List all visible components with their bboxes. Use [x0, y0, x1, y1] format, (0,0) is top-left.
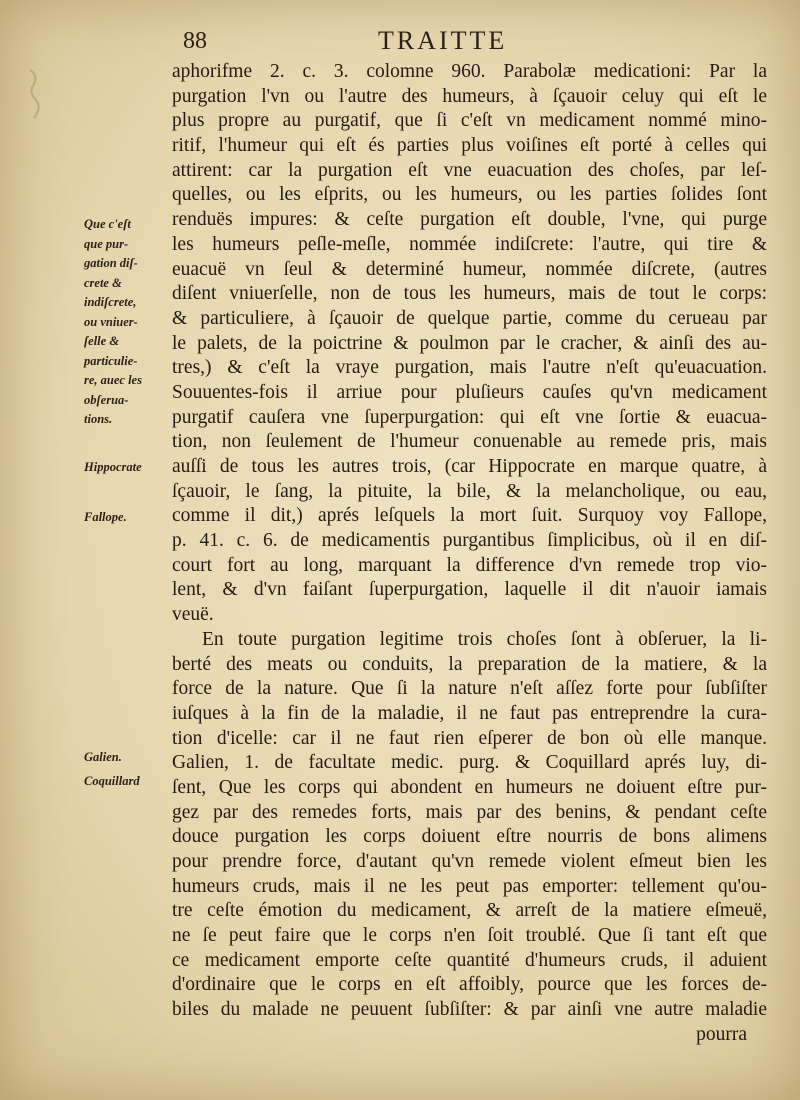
text-line: plus propre au purgatif, que ſi c'eſt vn medicament nommé mino-: [172, 110, 767, 132]
margin-note-purgation: Que c'eſt que pur- gation diſ- crete & indiſcrete, ou vniuer- ſelle & particulie- re, auec les obſerua- tions.: [84, 217, 142, 426]
text-line: comme il dit,) aprés leſquels la mort ſuit. Surquoy voy Fallope,: [172, 505, 767, 527]
text-line: gez par des remedes forts, mais par des benins, & pendant ceſte: [172, 801, 767, 823]
text-line: tion d'icelle: car il ne faut rien eſperer de bon où elle manque.: [172, 727, 767, 749]
text-line: En toute purgation legitime trois choſes ſont à obſeruer, la li-: [202, 628, 767, 650]
text-line: court fort au long, marquant la difference d'vn remede trop vio-: [172, 554, 767, 576]
text-line: euacuë vn ſeul & determiné humeur, nommée diſcrete, (autres: [172, 258, 767, 280]
text-line: lent, & d'vn faiſant ſuperpurgation, laquelle il dit n'auoir iamais: [172, 579, 767, 601]
catchword: pourra: [696, 1023, 747, 1045]
text-line: tion, non ſeulement de l'humeur conuenable au remede pris, mais: [172, 431, 767, 453]
text-line: force de la nature. Que ſi la nature n'eſt aſſez forte pour ſubſiſter: [172, 678, 767, 700]
margin-note-fallope: Fallope.: [84, 510, 127, 524]
text-line: veuë.: [172, 604, 214, 626]
text-line: Souuentes-fois il arriue pour pluſieurs cauſes qu'vn medicament: [172, 381, 767, 403]
text-line: p. 41. c. 6. de medicamentis purgantibus ſimplicibus, où il en diſ-: [172, 530, 767, 552]
text-line: ſçauoir, le ſang, la pituite, la bile, & la melancholique, ou eau,: [172, 480, 767, 502]
text-line: tres,) & c'eſt la vraye purgation, mais l'autre n'eſt qu'euacuation.: [172, 357, 767, 379]
text-line: les humeurs peſle-meſle, nommée indiſcrete: l'autre, qui tire &: [172, 233, 767, 255]
text-line: pour prendre force, d'autant qu'vn remede violent eſmeut bien les: [172, 851, 767, 872]
text-line: biles du malade ne peuuent ſubſiſter: & par ainſi vne autre maladie: [172, 999, 767, 1021]
margin-note-coquillard: Coquillard: [84, 774, 140, 788]
text-line: purgation l'vn ou l'autre des humeurs, à ſçauoir celuy qui eſt le: [172, 85, 767, 107]
text-line: le palets, de la poictrine & poulmon par le cracher, & ainſi des au-: [172, 332, 767, 354]
text-line: d'ordinaire que le corps en eſt affoibly, pource que les forces de-: [172, 974, 767, 996]
text-line: ne ſe peut faire que le corps n'en ſoit troublé. Que ſi tant eſt que: [172, 925, 767, 947]
text-line: douce purgation les corps doiuent eſtre nourris de bons alimens: [172, 826, 767, 848]
text-line: aphorifme 2. c. 3. colomne 960. Parabolæ medicationi: Par la: [172, 61, 767, 82]
text-line: renduës impures: & ceſte purgation eſt double, l'vne, qui purge: [172, 209, 767, 231]
text-line: ce medicament emporte ceſte quantité d'humeurs cruds, il aduient: [172, 949, 767, 971]
text-line: berté des meats ou conduits, la preparation de la matiere, & la: [172, 653, 767, 675]
text-line: purgatif cauſera vne ſuperpurgation: qui eſt vne ſortie & euacua-: [172, 406, 767, 428]
text-line: attirent: car la purgation eſt vne euacuation des choſes, par leſ-: [172, 159, 767, 181]
text-line: tre ceſte émotion du medicament, & arreſt de la matiere eſmeuë,: [172, 900, 767, 922]
page-number: 88: [183, 28, 207, 54]
body-text: [172, 60, 767, 1048]
text-line: ritif, l'humeur qui eſt és parties plus voiſines eſt porté à celles qui: [172, 135, 767, 157]
ink-bleed-mark: [20, 60, 60, 140]
text-line: auſſi de tous les autres trois, (car Hippocrate en marque quatre, à: [172, 456, 767, 477]
text-line: Galien, 1. de facultate medic. purg. & Coquillard aprés luy, di-: [172, 752, 767, 774]
text-line: ſent, Que les corps qui abondent en humeurs ne doiuent eſtre pur-: [172, 776, 767, 798]
margin-note-hippocrate: Hippocrate: [84, 460, 142, 474]
running-head: TRAITTE: [378, 26, 508, 55]
margin-note-galien: Galien.: [84, 750, 122, 764]
text-line: iuſques à la fin de la maladie, il ne faut pas entreprendre la cura-: [172, 702, 767, 724]
text-line: diſent vniuerſelle, non de tous les humeurs, mais de tout le corps:: [172, 283, 767, 305]
text-line: quelles, ou les eſprits, ou les humeurs, ou les parties ſolides ſont: [172, 184, 767, 206]
text-line: & particuliere, à ſçauoir de quelque partie, comme du cerueau par: [172, 307, 767, 329]
text-line: humeurs cruds, mais il ne les peut pas emporter: tellement qu'ou-: [172, 875, 767, 897]
